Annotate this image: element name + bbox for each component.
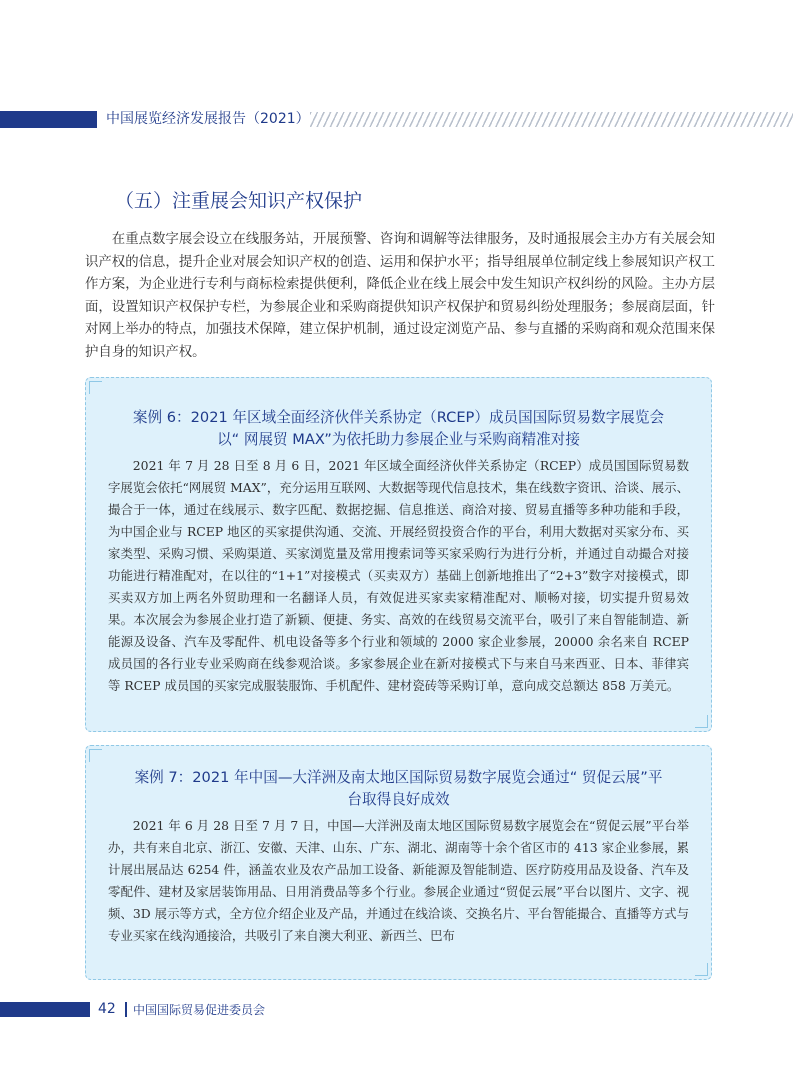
case-6-body: 2021 年 7 月 28 日至 8 月 6 日，2021 年区域全面经济伙伴关系协定（RCEP）成员国国际贸易数字展览会依托“网展贸 MAX”，充分运用互联网、大数据等现代信息技术，集在线数字资讯、洽谈、展示、撮合于一体，通过在线展示、数字匹配、数据挖掘、信息推送、商洽对接、贸易直播等多种功能和手段，为中国企业与 RCEP 地区的买家提供沟通、交流、开展经贸投资合作的平台，利用大数据对买家分布、买家类型、采购习惯、采购渠道、买家浏览量及常用搜索词等买家采购行为进行分析，并通过自动撮合对接功能进行精准配对，在以往的“1+1”对接模式（买卖双方）基础上创新地推出了“2+3”数字对接模式，即买卖双方加上两名外贸助理和一名翻译人员，有效促进买家卖家精准配对、顺畅对接，切实提升贸易效果。本次展会为参展企业打造了新颖、便捷、务实、高效的在线贸易交流平台，吸引了来自智能制造、新能源及设备、汽车及零配件、机电设备等多个行业和领域的 2000 家企业参展，20000 余名来自 RCEP 成员国的各行业专业采购商在线参观洽谈。多家参展企业在新对接模式下与来自马来西亚、日本、菲律宾等 RCEP 成员国的买家完成服装服饰、手机配件、建材瓷砖等采购订单，意向成交总额达 858 万美元。 — [108, 458, 689, 693]
section-paragraph: 在重点数字展会设立在线服务站，开展预警、咨询和调解等法律服务，及时通报展会主办方有关展会知识产权的信息，提升企业对展会知识产权的创造、运用和保护水平；指导组展单位制定线上参展知识产权工作方案，为企业进行专利与商标检索提供便利，降低企业在线上展会中发生知识产权纠纷的风险。主办方层面，设置知识产权保护专栏，为参展企业和采购商提供知识产权保护和贸易纠纷处理服务；参展商层面，针对网上举办的特点，加强技术保障，建立保护机制，通过设定浏览产品、参与直播的采购商和观众范围来保护自身的知识产权。 — [85, 232, 715, 360]
case-7-title-line-2: 台取得良好成效 — [347, 791, 450, 808]
case-6-title-line-2: 以“ 网展贸 MAX”为依托助力参展企业与采购商精准对接 — [217, 431, 580, 448]
case-study-box-7 — [85, 745, 712, 980]
header-hatch-pattern — [310, 112, 793, 127]
page-number: 42 — [98, 1001, 116, 1017]
case-7-body: 2021 年 6 月 28 日至 7 月 7 日，中国—大洋洲及南太地区国际贸易数字展览会在“贸促云展”平台举办，共有来自北京、浙江、安徽、天津、山东、广东、湖北、湖南等十余个省区市的 413 家企业参展，累计展出展品达 6254 件，涵盖农业及农产品加工设备、新能源及智能制造、医疗防疫用品及设备、汽车及零配件、建材及家居装饰用品、日用消费品等多个行业。参展企业通过“贸促云展”平台以图片、文字、视频、3D 展示等方式，全方位介绍企业及产品，并通过在线洽谈、交换名片、平台智能撮合、直播等方式与专业买家在线沟通接洽，共吸引了来自澳大利亚、新西兰、巴布 — [108, 818, 689, 943]
case-7-title-line-1: 案例 7：2021 年中国—大洋洲及南太地区国际贸易数字展览会通过“ 贸促云展”平 — [134, 769, 663, 786]
footer-accent-bar — [0, 1002, 90, 1017]
case-6-title — [98, 407, 699, 451]
running-header-title: 中国展览经济发展报告（2021） — [106, 111, 310, 127]
header-accent-bar — [0, 111, 97, 128]
section-heading: （五）注重展会知识产权保护 — [115, 190, 363, 212]
footer-divider — [125, 1002, 127, 1017]
footer-organization: 中国国际贸易促进委员会 — [133, 1003, 266, 1017]
case-6-title-line-1: 案例 6：2021 年区域全面经济伙伴关系协定（RCEP）成员国国际贸易数字展览会 — [132, 409, 665, 426]
case-7-title — [98, 767, 699, 811]
case-study-box-6 — [85, 377, 712, 732]
